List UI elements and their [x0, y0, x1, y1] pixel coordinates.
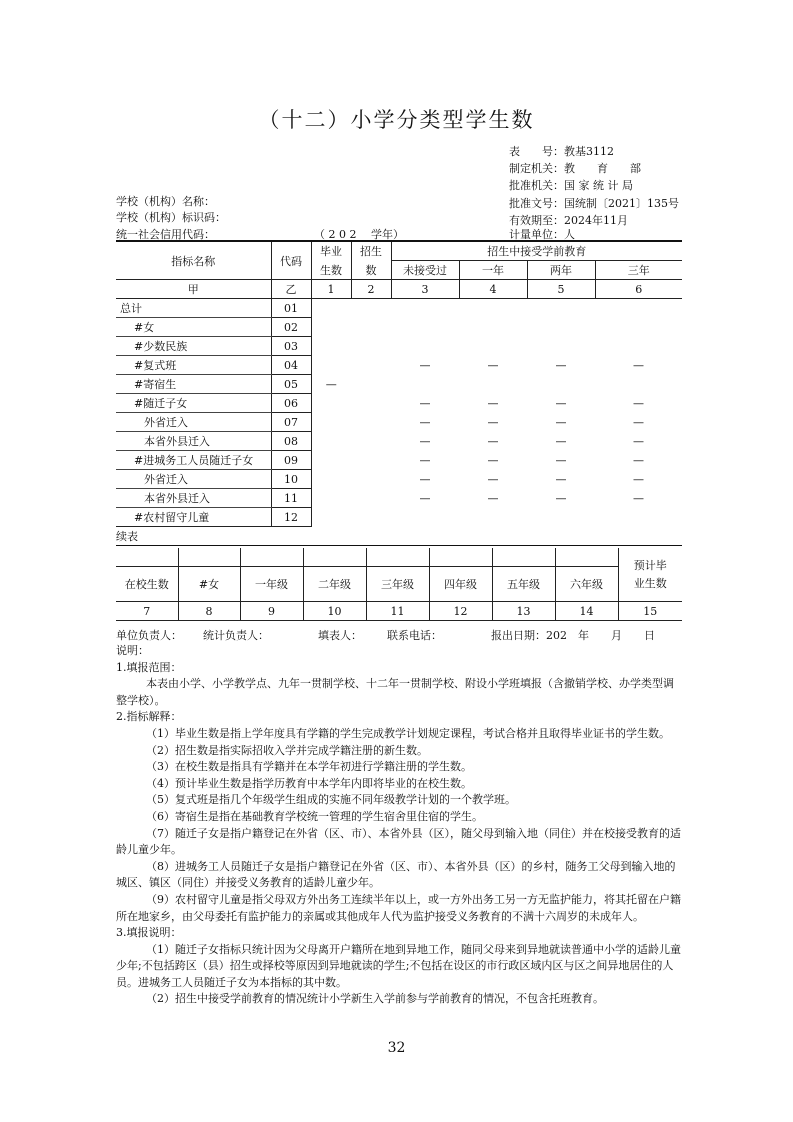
dash-cell: —: [487, 491, 499, 505]
dash-cell: —: [487, 358, 499, 372]
dash-cell: —: [419, 415, 431, 429]
notes-section-1: 1.填报范围：: [116, 660, 182, 674]
stat-head-label: 统计负责人：: [203, 629, 269, 642]
report-date-label: 报出日期：202 年 月 日: [491, 629, 655, 642]
row-code: 08: [271, 432, 311, 451]
header-pre-three-years: 三年: [595, 261, 682, 280]
signature-row: [116, 627, 686, 643]
index-cell: 8: [178, 602, 240, 621]
continued-label: 续表: [116, 530, 138, 543]
index-cell: 7: [116, 602, 178, 621]
dash-cell: —: [419, 396, 431, 410]
measure-unit: 计量单位：人: [509, 228, 575, 241]
notes-paragraph: （4）预计毕业生数是指学历教育中本学年内即将毕业的在校生数。: [146, 776, 472, 790]
dash-cell: —: [555, 491, 567, 505]
dash-cell: —: [633, 434, 644, 448]
row-code: 09: [271, 451, 311, 470]
index-cell: 14: [555, 602, 618, 621]
notes-paragraph: 本表由小学、小学教学点、九年一贯制学校、十二年一贯制学校、附设小学班填报（含撤销学校、办学类型调整学校）。: [116, 677, 674, 707]
dash-cell: —: [555, 415, 567, 429]
filler-label: 填表人：: [318, 629, 362, 642]
dash-cell: —: [487, 472, 499, 486]
notes-section: [116, 643, 682, 1008]
index-cell: 2: [351, 280, 391, 299]
dash-cell: —: [419, 453, 431, 467]
index-cell: 10: [303, 602, 366, 621]
header-enrolled: 在校生数: [116, 567, 178, 602]
header-expected-grads: [618, 548, 682, 602]
index-cell: 3: [391, 280, 459, 299]
dash-cell: —: [555, 358, 567, 372]
header-pre-one-year: 一年: [459, 261, 527, 280]
index-cell: 乙: [271, 280, 311, 299]
school-info: [116, 194, 226, 226]
header-grade-3: 三年级: [366, 567, 429, 602]
row-code: 05: [271, 375, 311, 394]
notes-paragraph: （1）随迁子女指标只统计因为父母离开户籍所在地到异地工作，随同父母来到异地就读普通中小学的适龄儿童少年;不包括跨区（县）招生或择校等原因到异地就读的学生;不包括在设区的市行政区域内区与区之间异地居住的人员。进城务工人员随迁子女为本指标的其中数。: [116, 942, 681, 989]
table-row: [116, 394, 682, 413]
table-row: [116, 318, 682, 337]
dash-cell: —: [325, 377, 337, 391]
table-row: [116, 451, 682, 470]
school-year: （ 2 0 2 学年）: [314, 228, 404, 241]
row-code: 02: [271, 318, 311, 337]
header-expected-grads-1: 预计毕: [633, 558, 667, 572]
phone-label: 联系电话：: [387, 629, 442, 642]
header-graduates-1: 毕业: [311, 241, 351, 261]
header-expected-grads-2: 业生数: [633, 576, 667, 590]
index-cell: 4: [459, 280, 527, 299]
main-table: [116, 240, 682, 527]
row-name: #少数民族: [116, 337, 271, 356]
continued-table: [116, 548, 682, 621]
row-name: #随迁子女: [116, 394, 271, 413]
index-cell: 甲: [116, 280, 271, 299]
table-row: [116, 375, 682, 394]
table-row: [116, 413, 682, 432]
row-name: #进城务工人员随迁子女: [116, 451, 271, 470]
row-code: 06: [271, 394, 311, 413]
form-meta: [509, 143, 679, 229]
table-row: [116, 508, 682, 527]
page-title: （十二）小学分类型学生数: [258, 108, 535, 132]
header-preschool: 招生中接受学前教育: [391, 241, 682, 261]
row-code: 01: [271, 299, 311, 318]
page-number: 32: [387, 1040, 406, 1056]
dash-cell: —: [419, 358, 431, 372]
header-enroll-1: 招生: [351, 241, 391, 261]
dash-cell: —: [633, 358, 644, 372]
table-row: [116, 432, 682, 451]
table-row: [116, 470, 682, 489]
row-name: #女: [116, 318, 271, 337]
dash-cell: —: [633, 491, 644, 505]
row-code: 10: [271, 470, 311, 489]
header-graduates-2: 生数: [311, 261, 351, 280]
dash-cell: —: [633, 453, 644, 467]
dash-cell: —: [419, 472, 431, 486]
notes-paragraph: （2）招生数是指实际招收入学并完成学籍注册的新生数。: [146, 743, 428, 757]
table-row: [116, 489, 682, 508]
dash-cell: —: [555, 396, 567, 410]
notes-paragraph: （9）农村留守儿童是指父母双方外出务工连续半年以上，或一方外出务工另一方无监护能力，将其托留在户籍所在地家乡，由父母委托有监护能力的亲属或其他成年人代为监护接受义务教育的不满十六周岁的未成年人。: [116, 892, 681, 923]
index-cell: 9: [240, 602, 303, 621]
row-code: 07: [271, 413, 311, 432]
row-code: 11: [271, 489, 311, 508]
table-row: [116, 299, 682, 318]
notes-section-3: 3.填报说明：: [116, 926, 182, 940]
header-grade-6: 六年级: [555, 567, 618, 602]
index-cell: 11: [366, 602, 429, 621]
header-enroll-2: 数: [351, 261, 391, 280]
valid-until: 有效期至：2024年11月: [509, 213, 628, 227]
header-grade-2: 二年级: [303, 567, 366, 602]
dash-cell: —: [555, 434, 567, 448]
dash-cell: —: [633, 415, 644, 429]
notes-section-2: 2.指标解释：: [116, 710, 182, 724]
table-row: [116, 337, 682, 356]
dash-cell: —: [487, 415, 499, 429]
index-cell: 1: [311, 280, 351, 299]
school-code-label: 学校（机构）标识码：: [116, 211, 226, 224]
row-name: #复式班: [116, 356, 271, 375]
row-name: 外省迁入: [116, 413, 271, 432]
notes-paragraph: （3）在校生数是指具有学籍并在本学年初进行学籍注册的学生数。: [146, 760, 472, 774]
notes-paragraph: （5）复式班是指几个年级学生组成的实施不同年级教学计划的一个教学班。: [146, 793, 516, 807]
approval-doc: 批准文号：国统制〔2021〕135号: [509, 196, 679, 210]
table-row: [116, 356, 682, 375]
row-code: 04: [271, 356, 311, 375]
header-indicator-name: 指标名称: [116, 241, 271, 280]
notes-paragraph: （2）招生中接受学前教育的情况统计小学新生入学前参与学前教育的情况，不包含托班教育。: [146, 992, 604, 1006]
index-cell: 5: [527, 280, 595, 299]
unit-head-label: 单位负责人：: [116, 629, 182, 642]
notes-paragraph: （8）进城务工人员随迁子女是指户籍登记在外省（区、市）、本省外县（区）的乡村，随务工父母到输入地的城区、镇区（同住）并接受义务教育的适龄儿童少年。: [116, 859, 676, 890]
notes-paragraph: （6）寄宿生是指在基础教育学校统一管理的学生宿舍里住宿的学生。: [146, 809, 483, 823]
header-female: #女: [178, 567, 240, 602]
made-by: 制定机关：教 育 部: [509, 162, 641, 176]
notes-heading: 说明：: [116, 644, 149, 657]
header-grade-1: 一年级: [240, 567, 303, 602]
continued-divider: [116, 545, 682, 546]
dash-cell: —: [487, 453, 499, 467]
notes-paragraph: （1）毕业生数是指上学年度具有学籍的学生完成教学计划规定课程，考试合格并且取得毕业证书的学生数。: [146, 726, 670, 740]
index-cell: 15: [618, 602, 682, 621]
dash-cell: —: [633, 396, 644, 410]
row-name: 本省外县迁入: [116, 489, 271, 508]
row-name: 本省外县迁入: [116, 432, 271, 451]
dash-cell: —: [633, 472, 644, 486]
form-number: 表 号：教基3112: [509, 145, 614, 158]
row-name: #农村留守儿童: [116, 508, 271, 527]
dash-cell: —: [555, 453, 567, 467]
row-name: #寄宿生: [116, 375, 271, 394]
dash-cell: —: [419, 491, 431, 505]
dash-cell: —: [487, 434, 499, 448]
dash-cell: —: [555, 472, 567, 486]
approved-by: 批准机关：国 家 统 计 局: [509, 179, 633, 193]
row-name: 总计: [116, 299, 271, 318]
dash-cell: —: [419, 434, 431, 448]
header-grade-4: 四年级: [429, 567, 492, 602]
school-name-label: 学校（机构）名称：: [116, 195, 215, 208]
header-pre-none: 未接受过: [391, 261, 459, 280]
dash-cell: —: [487, 396, 499, 410]
index-cell: 12: [429, 602, 492, 621]
credit-code-label: 统一社会信用代码：: [116, 228, 215, 241]
header-grade-5: 五年级: [492, 567, 555, 602]
header-pre-two-years: 两年: [527, 261, 595, 280]
notes-paragraph: （7）随迁子女是指户籍登记在外省（区、市）、本省外县（区），随父母到输入地（同住）并在校接受教育的适龄儿童少年。: [116, 826, 681, 857]
row-code: 03: [271, 337, 311, 356]
index-cell: 13: [492, 602, 555, 621]
index-cell: 6: [595, 280, 682, 299]
row-name: 外省迁入: [116, 470, 271, 489]
header-code: 代码: [271, 241, 311, 280]
row-code: 12: [271, 508, 311, 527]
